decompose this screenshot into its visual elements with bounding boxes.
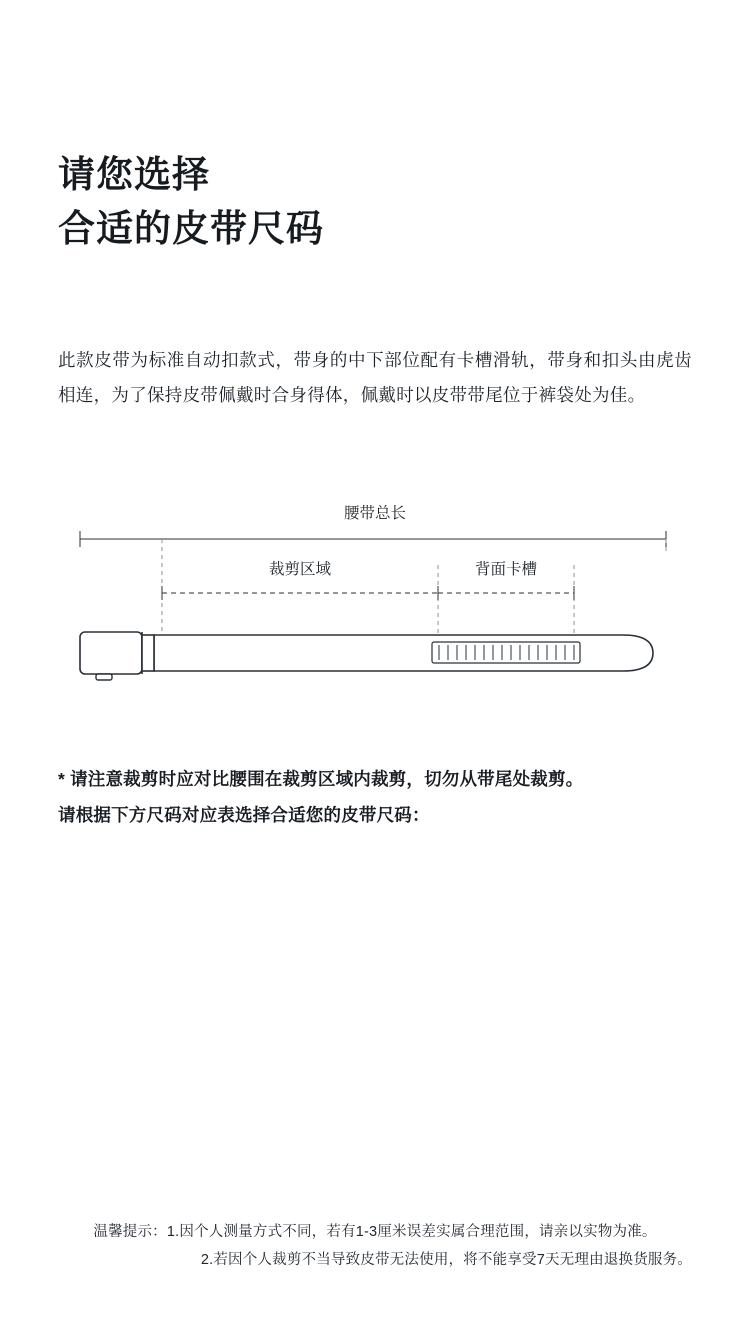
footer-tips [58, 1218, 692, 1275]
intro-paragraph: 此款皮带为标准自动扣款式，带身的中下部位配有卡槽滑轨，带身和扣头由虎齿相连，为了保持皮带佩戴时合身得体，佩戴时以皮带带尾位于裤袋处为佳。 [58, 349, 692, 405]
belt-illustration [80, 632, 653, 680]
page-title-line-1: 请您选择 [58, 154, 210, 195]
note-line-2: 请根据下方尺码对应表选择合适您的皮带尺码： [58, 804, 430, 825]
diagram-cut-label: 裁剪区域 [268, 561, 332, 578]
note-line-1: * 请注意裁剪时应对比腰围在裁剪区域内裁剪，切勿从带尾处裁剪。 [58, 769, 584, 789]
page-title-line-2: 合适的皮带尺码 [58, 207, 324, 249]
belt-diagram [58, 495, 692, 725]
diagram-slot-label: 背面卡槽 [474, 561, 538, 578]
diagram-total-label: 腰带总长 [343, 505, 407, 522]
cutting-notes [58, 762, 698, 834]
page-title [58, 148, 698, 255]
tip-line-1: 温馨提示：1.因个人测量方式不同，若有1-3厘米误差实属合理范围，请亲以实物为准。 [93, 1224, 657, 1240]
tip-line-2: 2.若因个人裁剪不当导致皮带无法使用，将不能享受7天无理由退换货服务。 [200, 1252, 692, 1269]
